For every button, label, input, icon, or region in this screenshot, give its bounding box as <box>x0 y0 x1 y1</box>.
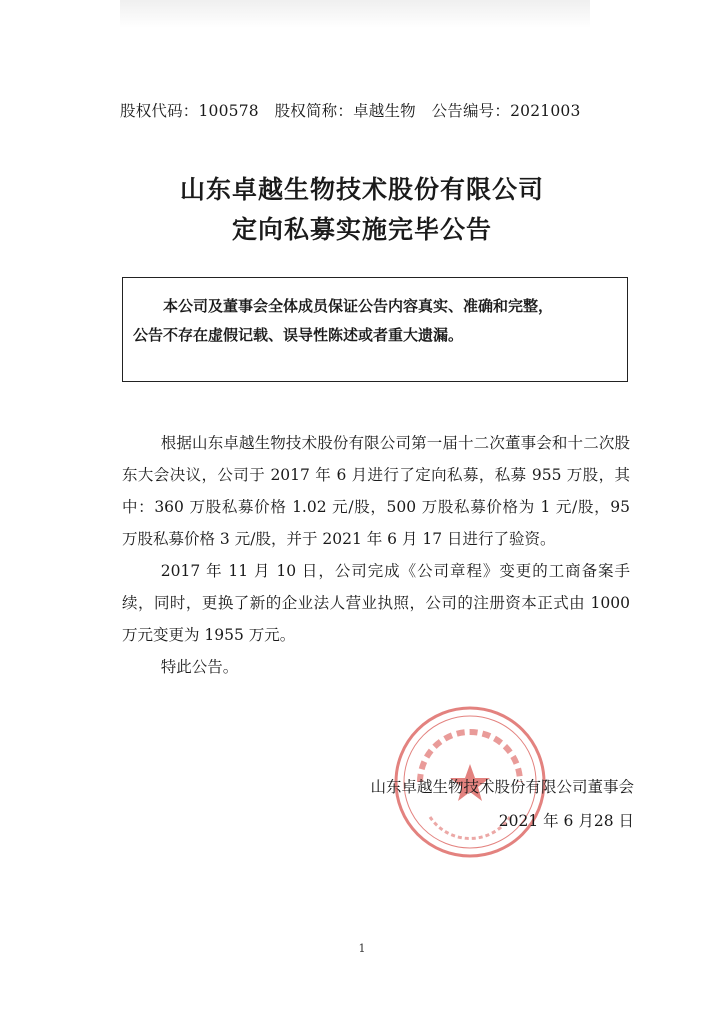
page-number: 1 <box>358 942 366 955</box>
guarantee-notice-box <box>122 277 628 382</box>
body-paragraph-1: 根据山东卓越生物技术股份有限公司第一届十二次董事会和十二次股东大会决议，公司于 2017 年 6 月进行了定向私募，私募 955 万股，其中：360 万股私募价格 1.02 元/股，500 万股私募价格为 1 元/股，95 万股私募价格 3 元/股，并于 2021 年 6 月 17 日进行了验资。 <box>122 434 630 548</box>
body-paragraph-3: 特此公告。 <box>160 658 239 676</box>
announcement-title: 定向私募实施完毕公告 <box>231 215 492 244</box>
scan-smudge <box>120 0 590 28</box>
issuer-name: 山东卓越生物技术股份有限公司董事会 <box>370 778 634 796</box>
announcement-body <box>122 427 630 683</box>
notice-line-2: 公告不存在虚假记载、误导性陈述或者重大遗漏。 <box>133 326 464 344</box>
announcement-header: 股权代码：100578 股权简称：卓越生物 公告编号：2021003 <box>120 102 581 120</box>
company-title: 山东卓越生物技术股份有限公司 <box>179 175 544 204</box>
signature-block <box>370 770 634 838</box>
body-paragraph-2: 2017 年 11 月 10 日，公司完成《公司章程》变更的工商备案手续，同时，更换了新的企业法人营业执照，公司的注册资本正式由 1000 万元变更为 1955 万元。 <box>122 562 630 644</box>
issue-date: 2021 年 6 月28 日 <box>498 812 634 830</box>
notice-line-1: 本公司及董事会全体成员保证公告内容真实、准确和完整， <box>163 297 554 315</box>
